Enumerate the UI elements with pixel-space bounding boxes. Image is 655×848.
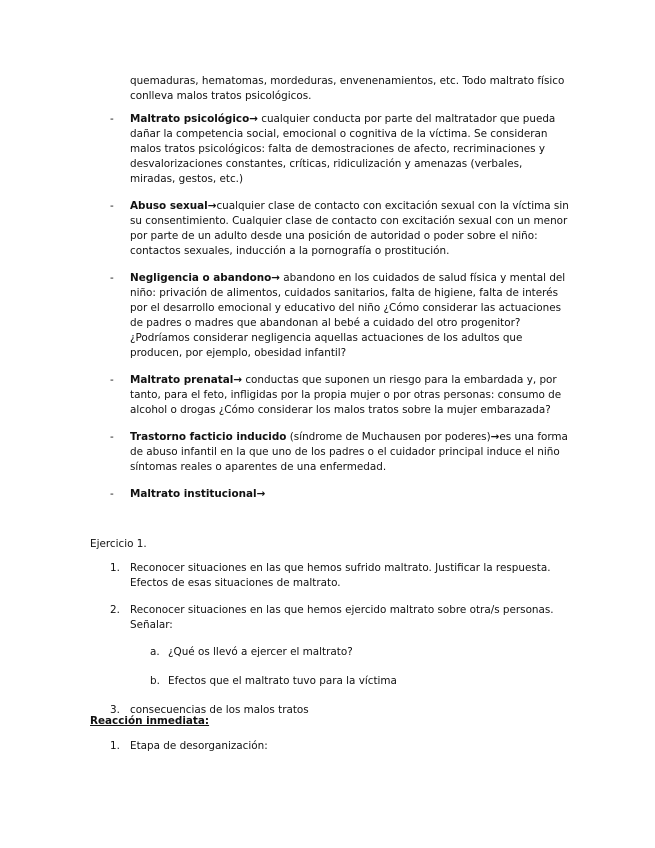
sub-item-a — [130, 645, 570, 660]
arrow-icon: → — [256, 488, 266, 500]
term-label: Maltrato psicológico — [130, 113, 250, 125]
dash-bullet: - — [110, 374, 114, 386]
list-number: 1. — [110, 740, 120, 752]
ejercicio-text: Reconocer situaciones en las que hemos ejercido maltrato sobre otra/s personas. Señalar: — [130, 604, 554, 631]
arrow-icon: → — [490, 431, 500, 443]
term-label: Maltrato prenatal — [130, 374, 234, 386]
list-item-maltrato-institucional — [0, 487, 570, 502]
list-item-abuso-sexual — [0, 199, 570, 259]
maltrato-types-list — [0, 112, 655, 514]
sub-list — [130, 645, 570, 689]
continuation-paragraph: quemaduras, hematomas, mordeduras, envenenamientos, etc. Todo maltrato físico conlleva malos tratos psicológicos. — [130, 75, 565, 102]
term-label: Maltrato institucional — [130, 488, 257, 500]
term-label: Negligencia o abandono — [130, 272, 272, 284]
list-item-maltrato-psicologico — [0, 112, 570, 187]
sub-item-text: ¿Qué os llevó a ejercer el maltrato? — [168, 646, 353, 658]
ejercicio-text: Reconocer situaciones en las que hemos sufrido maltrato. Justificar la respuesta. Efectos de esas situaciones de maltrato. — [130, 562, 551, 589]
arrow-icon: → — [233, 374, 243, 386]
sub-letter: a. — [150, 646, 160, 658]
definition-text: abandono en los cuidados de salud física y mental del niño: privación de alimentos, cuidados sanitarios, falta de higiene, falta de interés por el desarrollo emocional y educativo del niño ¿Cómo considerar las actuaciones de padres o madres que abandonan al bebé a cuidado del otro progenitor? ¿Podríamos considerar negligencia aquellas actuaciones de los adultos que producen, por ejemplo, obesidad infantil? — [130, 272, 566, 359]
ejercicio-item-3 — [0, 703, 570, 718]
arrow-icon: → — [207, 200, 217, 212]
dash-bullet: - — [110, 200, 114, 212]
reaccion-item-1 — [0, 739, 570, 754]
definition-text: cualquier conducta por parte del maltratador que pueda dañar la competencia social, emocional o cognitiva de la víctima. Se consideran malos tratos psicológicos: falta de demostraciones de afecto, recriminaciones y desvalorizaciones constantes, críticas, ridiculización y amenazas (verbales, miradas, gestos, etc.) — [130, 113, 556, 185]
arrow-icon: → — [249, 113, 258, 125]
ejercicio-text: consecuencias de los malos tratos — [130, 704, 309, 716]
definition-text: conductas que suponen un riesgo para la embardada y, por tanto, para el feto, infligidas por la propia mujer o por otras personas: consumo de alcohol o drogas ¿Cómo considerar los malos tratos sobre la mujer embarazada? — [130, 374, 562, 416]
term-label: Abuso sexual — [130, 200, 208, 212]
list-number: 3. — [110, 704, 120, 716]
term-note: (síndrome de Muchausen por poderes) — [286, 431, 491, 443]
term-label: Trastorno facticio inducido — [130, 431, 287, 443]
ejercicio-heading: Ejercicio 1. — [90, 538, 147, 550]
dash-bullet: - — [110, 272, 114, 284]
sub-item-b — [130, 674, 570, 689]
dash-bullet: - — [110, 488, 114, 500]
definition-text: es una forma de abuso infantil en la que uno de los padres o el cuidador principal induce el niño síntomas reales o aparentes de una enfermedad. — [130, 431, 568, 473]
reaccion-list — [0, 739, 655, 766]
list-item-trastorno-facticio — [0, 430, 570, 475]
ejercicio-list — [0, 561, 655, 730]
sub-item-text: Efectos que el maltrato tuvo para la víctima — [168, 675, 397, 687]
sub-letter: b. — [150, 675, 160, 687]
dash-bullet: - — [110, 113, 114, 125]
list-number: 2. — [110, 604, 120, 616]
reaccion-heading: Reacción inmediata: — [90, 715, 210, 727]
list-item-maltrato-prenatal — [0, 373, 570, 418]
arrow-icon: → — [271, 272, 280, 284]
reaccion-text: Etapa de desorganización: — [130, 740, 268, 752]
definition-text: cualquier clase de contacto con excitación sexual con la víctima sin su consentimiento. Cualquier clase de contacto con excitación sexual con un menor por parte de un adulto desde una posición de autoridad o poder sobre el niño: contactos sexuales, inducción a la pornografía o prostitución. — [130, 200, 569, 257]
dash-bullet: - — [110, 431, 114, 443]
list-item-negligencia — [0, 271, 570, 361]
ejercicio-item-2 — [0, 603, 570, 689]
ejercicio-item-1 — [0, 561, 570, 591]
list-number: 1. — [110, 562, 120, 574]
